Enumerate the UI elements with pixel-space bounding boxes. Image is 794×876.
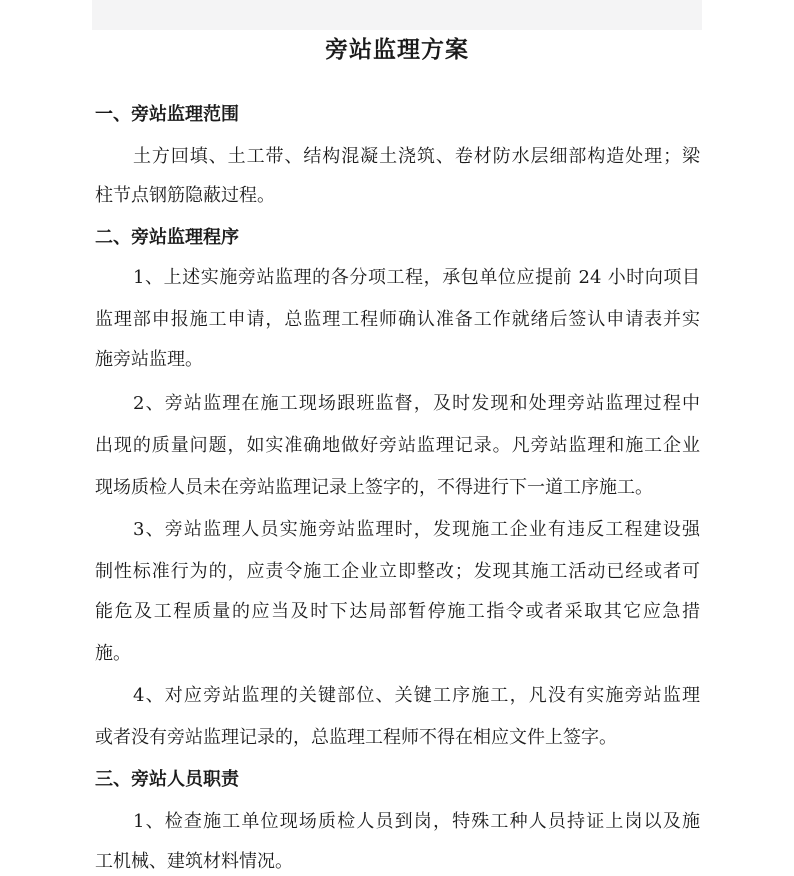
text-line: 柱节点钢筋隐蔽过程。 (95, 185, 275, 206)
section-heading: 三、旁站人员职责 (95, 769, 239, 790)
text-line: 1、检查施工单位现场质检人员到岗，特殊工种人员持证上岗以及施 (133, 811, 700, 832)
text-line: 制性标准行为的，应责令施工企业立即整改；发现其施工活动已经或者可 (95, 561, 700, 582)
text-line: 监理部申报施工申请，总监理工程师确认准备工作就绪后签认申请表并实 (95, 309, 700, 330)
text-line: 土方回填、土工带、结构混凝土浇筑、卷材防水层细部构造处理；梁 (133, 146, 700, 167)
text-line: 能危及工程质量的应当及时下达局部暂停施工指令或者采取其它应急措 (95, 601, 700, 622)
document-title: 旁站监理方案 (325, 37, 469, 63)
text-line: 或者没有旁站监理记录的，总监理工程师不得在相应文件上签字。 (95, 727, 617, 748)
text-line: 施旁站监理。 (95, 349, 203, 370)
page-top-strip (92, 0, 702, 30)
section-heading: 二、旁站监理程序 (95, 227, 239, 248)
section-heading: 一、旁站监理范围 (95, 104, 239, 125)
text-line: 工机械、建筑材料情况。 (95, 851, 293, 872)
text-line: 现场质检人员未在旁站监理记录上签字的，不得进行下一道工序施工。 (95, 477, 653, 498)
text-line: 1、上述实施旁站监理的各分项工程，承包单位应提前 24 小时向项目 (133, 267, 700, 288)
text-line: 施。 (95, 643, 131, 664)
text-line: 4、对应旁站监理的关键部位、关键工序施工，凡没有实施旁站监理 (133, 685, 700, 706)
text-line: 出现的质量问题，如实准确地做好旁站监理记录。凡旁站监理和施工企业 (95, 435, 700, 456)
text-line: 3、旁站监理人员实施旁站监理时，发现施工企业有违反工程建设强 (133, 519, 700, 540)
text-line: 2、旁站监理在施工现场跟班监督，及时发现和处理旁站监理过程中 (133, 393, 700, 414)
